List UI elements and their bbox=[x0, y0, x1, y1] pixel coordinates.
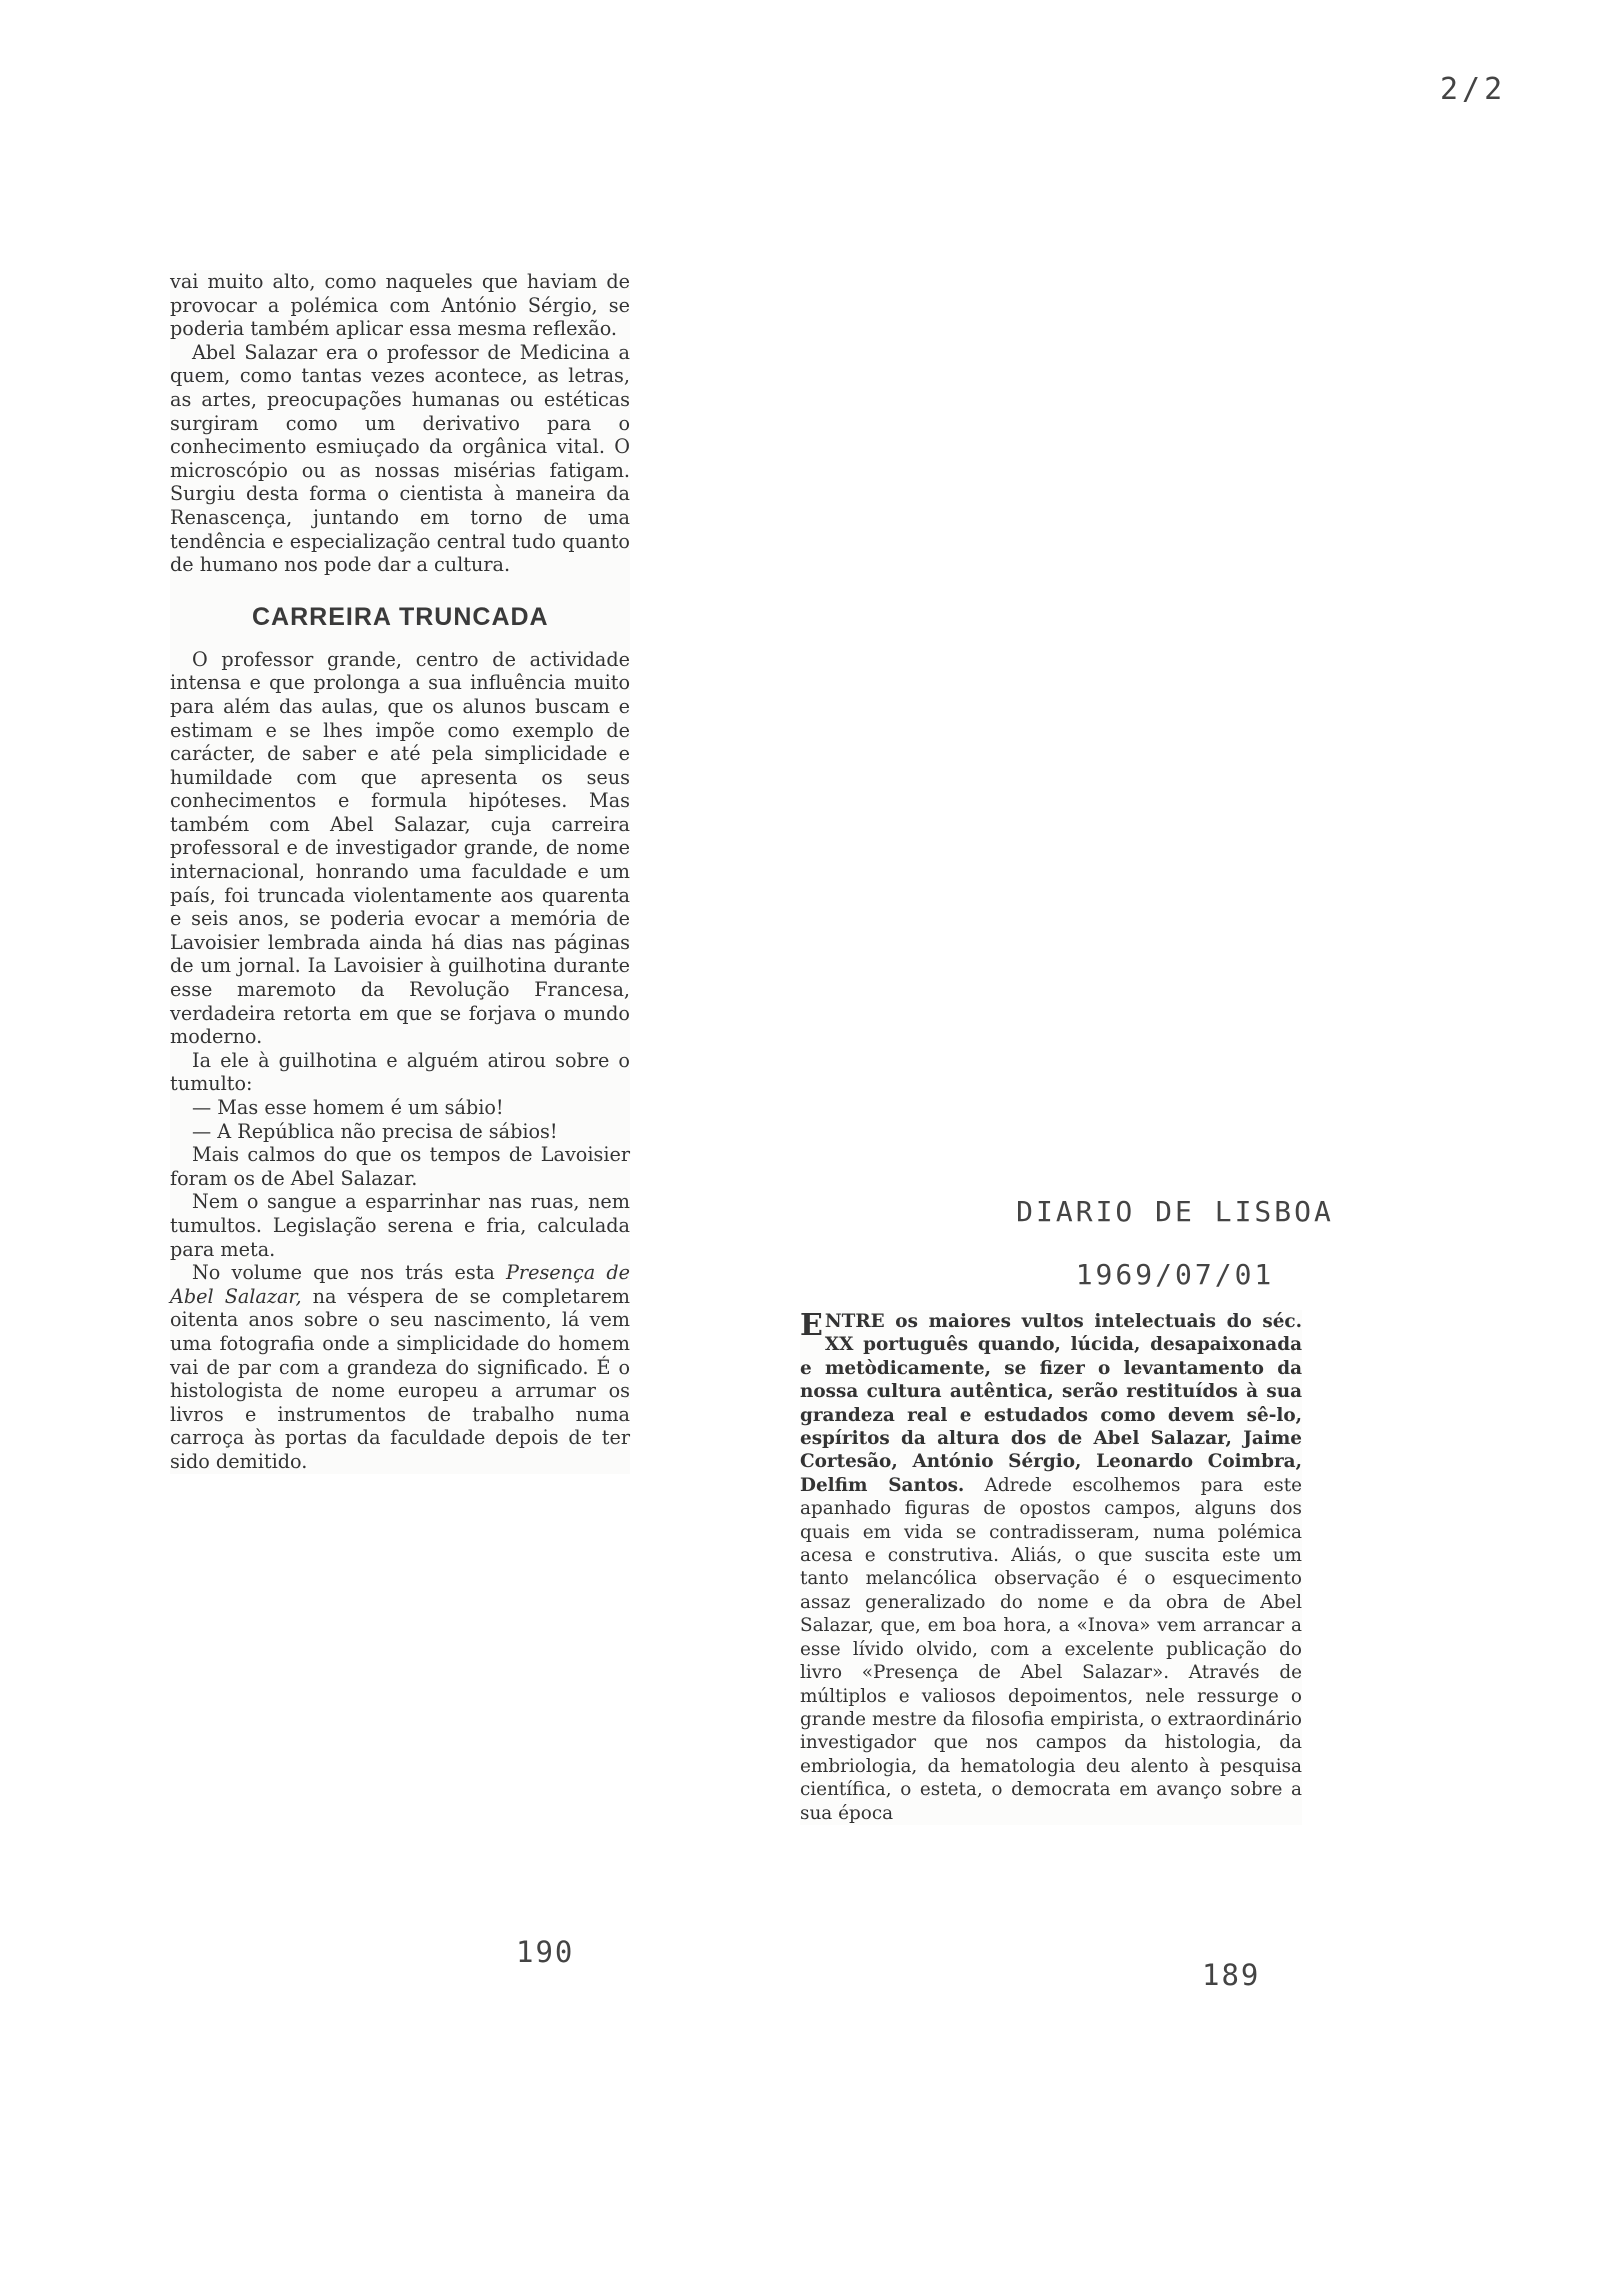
page-number: 2/2 bbox=[1440, 72, 1507, 107]
right-clipping bbox=[800, 1310, 1302, 1825]
left-column-top bbox=[170, 270, 630, 577]
left-clipping bbox=[170, 270, 630, 1474]
publication-date: 1969/07/01 bbox=[1075, 1258, 1275, 1291]
book-title-italic: Presença de Abel Salazar, bbox=[170, 1261, 630, 1308]
left-paragraph-5: Mais calmos do que os tempos de Lavoisier foram os de Abel Salazar. bbox=[170, 1143, 630, 1190]
newspaper-name: DIARIO DE LISBOA bbox=[1016, 1195, 1334, 1228]
masthead bbox=[1005, 1195, 1345, 1291]
dialog-line-1: — Mas esse homem é um sábio! bbox=[192, 1096, 504, 1119]
lead-bold-text: NTRE os maiores vultos intelectuais do séc. XX português quando, lúcida, desapaixonada e metòdicamente, se fizer o levantamento da nossa cultura autêntica, serão restituídos à sua grandeza real e estudados como devem sê-lo, espíritos da altura dos de Abel Salazar, Jaime Cortesão, António Sérgio, Leonardo Coimbra, Delfim Santos. bbox=[800, 1311, 1302, 1496]
left-paragraph-7-start: No volume que nos trás esta bbox=[192, 1261, 507, 1285]
left-column-bottom bbox=[170, 648, 630, 1474]
left-folio: 190 bbox=[516, 1935, 575, 1969]
left-paragraph-4: Ia ele à guilhotina e alguém atirou sobre o tumulto: bbox=[170, 1048, 630, 1096]
section-heading: CARREIRA TRUNCADA bbox=[252, 602, 549, 631]
right-body-text: Adrede escolhemos para este apanhado figuras de opostos campos, alguns dos quais em vida se contradisseram, numa polémica acesa e construtiva. Aliás, o que suscita este um tanto melancólica observação é o esquecimento assaz generalizado do nome e da obra de Abel Salazar, que, em boa hora, a «Inova» vem arrancar a esse lívido olvido, com a excelente publicação do livro «Presença de Abel Salazar». Através de múltiplos e valiosos depoimentos, nele ressurge o grande mestre da filosofia empirista, o extraordinário investigador que nos campos da histologia, da embriologia, da hematologia deu alento à pesquisa científica, o esteta, o democrata em avanço sobre a sua época bbox=[800, 1474, 1302, 1824]
left-paragraph-2: Abel Salazar era o professor de Medicina a quem, como tantas vezes acontece, as letras, as artes, preocupações humanas ou estéticas surgiram como um derivativo para o conhecimento esmiuçado da orgânica vital. O microscópio ou as nossas misérias fatigam. Surgiu desta forma o cientista à maneira da Renascença, juntando em torno de uma tendência e especialização central tudo quanto de humano nos pode dar a cultura. bbox=[170, 340, 630, 577]
left-paragraph-7 bbox=[170, 1261, 630, 1473]
right-folio: 189 bbox=[1202, 1958, 1261, 1992]
right-paragraph bbox=[800, 1310, 1302, 1825]
left-paragraph-6: Nem o sangue a esparrinhar nas ruas, nem tumultos. Legislação serena e fria, calculada para meta. bbox=[170, 1190, 630, 1261]
left-paragraph-1: vai muito alto, como naqueles que haviam de provocar a polémica com António Sérgio, se poderia também aplicar essa mesma reflexão. bbox=[170, 270, 630, 341]
drop-cap: E bbox=[800, 1308, 823, 1343]
dialog-line-2: — A República não precisa de sábios! bbox=[192, 1119, 558, 1143]
left-paragraph-7-end: na véspera de se completarem oitenta anos sobre o seu nascimento, lá vem uma fotografia onde a simplicidade do homem vai de par com a grandeza do significado. É o histologista de nome europeu a arrumar os livros e instrumentos de trabalho numa carroça às portas da faculdade depois de ter sido demitido. bbox=[170, 1284, 630, 1473]
left-paragraph-3: O professor grande, centro de actividade intensa e que prolonga a sua influência muito para além das aulas, que os alunos buscam e estimam e se lhes impõe como exemplo de carácter, de saber e até pela simplicidade e humildade com que apresenta os seus conhecimentos e formula hipóteses. Mas também com Abel Salazar, cuja carreira professoral e de investigador grande, de nome internacional, honrando uma faculdade e um país, foi truncada violentamente aos quarenta e seis anos, se poderia evocar a memória de Lavoisier lembrada ainda há dias nas páginas de um jornal. Ia Lavoisier à guilhotina durante esse maremoto da Revolução Francesa, verdadeira retorta em que se forjava o mundo moderno. bbox=[170, 647, 630, 1049]
